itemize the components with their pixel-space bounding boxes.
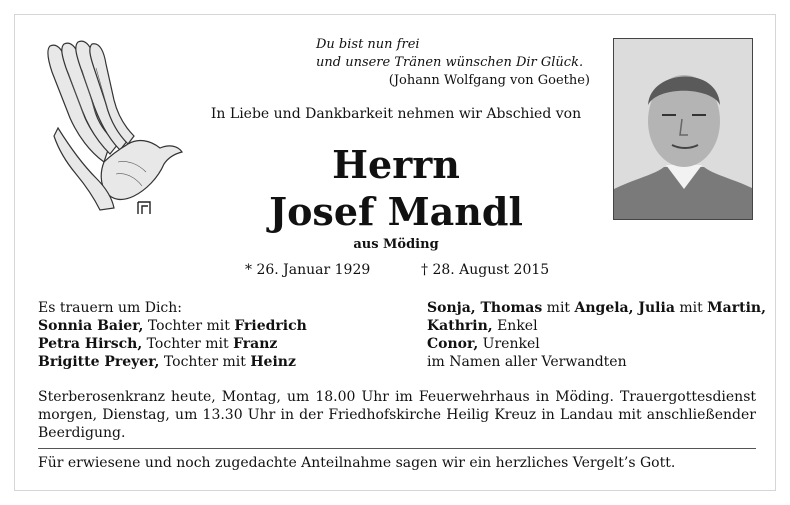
birth-date: * 26. Januar 1929 <box>245 262 371 278</box>
thanks-text: Für erwiesene und noch zugedachte Anteilnahme sagen wir ein herzliches Vergelt’s Gott. <box>38 455 676 471</box>
intro-text: In Liebe und Dankbarkeit nehmen wir Abschied von <box>210 106 582 122</box>
goethe-quote <box>316 36 590 90</box>
praying-hands-icon <box>38 32 188 222</box>
quote-author: (Johann Wolfgang von Goethe) <box>388 73 590 88</box>
portrait-photo <box>613 38 753 220</box>
service-notice: Sterberosenkranz heute, Montag, um 18.00 Uhr im Feuerwehrhaus in Möding. Trauergottesdienst morgen, Dienstag, um 13.30 Uhr in der Friedhofskirche Heilig Kreuz in Landau mit anschließender Beerdigung. <box>38 389 756 441</box>
quote-line-2: und unsere Tränen wünschen Dir Glück. <box>316 55 584 70</box>
mourner-line: Kathrin, Enkel <box>427 318 538 334</box>
mourner-line: Sonnia Baier, Tochter mit Friedrich <box>38 318 307 334</box>
quote-line-1: Du bist nun frei <box>316 37 420 52</box>
mourner-line: Sonja, Thomas mit Angela, Julia mit Martin, <box>427 300 766 316</box>
mourners-right <box>427 299 767 371</box>
divider <box>38 448 756 449</box>
mourner-line: Petra Hirsch, Tochter mit Franz <box>38 336 278 352</box>
deceased-name: Josef Mandl <box>269 189 523 234</box>
mourner-line: im Namen aller Verwandten <box>427 354 627 370</box>
mourner-line: Brigitte Preyer, Tochter mit Heinz <box>38 354 296 370</box>
mourner-line: Conor, Urenkel <box>427 336 540 352</box>
mourners-left <box>38 299 398 371</box>
origin-text: aus Möding <box>353 237 439 252</box>
death-date: † 28. August 2015 <box>421 262 550 278</box>
mourners-heading: Es trauern um Dich: <box>38 300 182 316</box>
salutation: Herrn <box>332 142 460 187</box>
